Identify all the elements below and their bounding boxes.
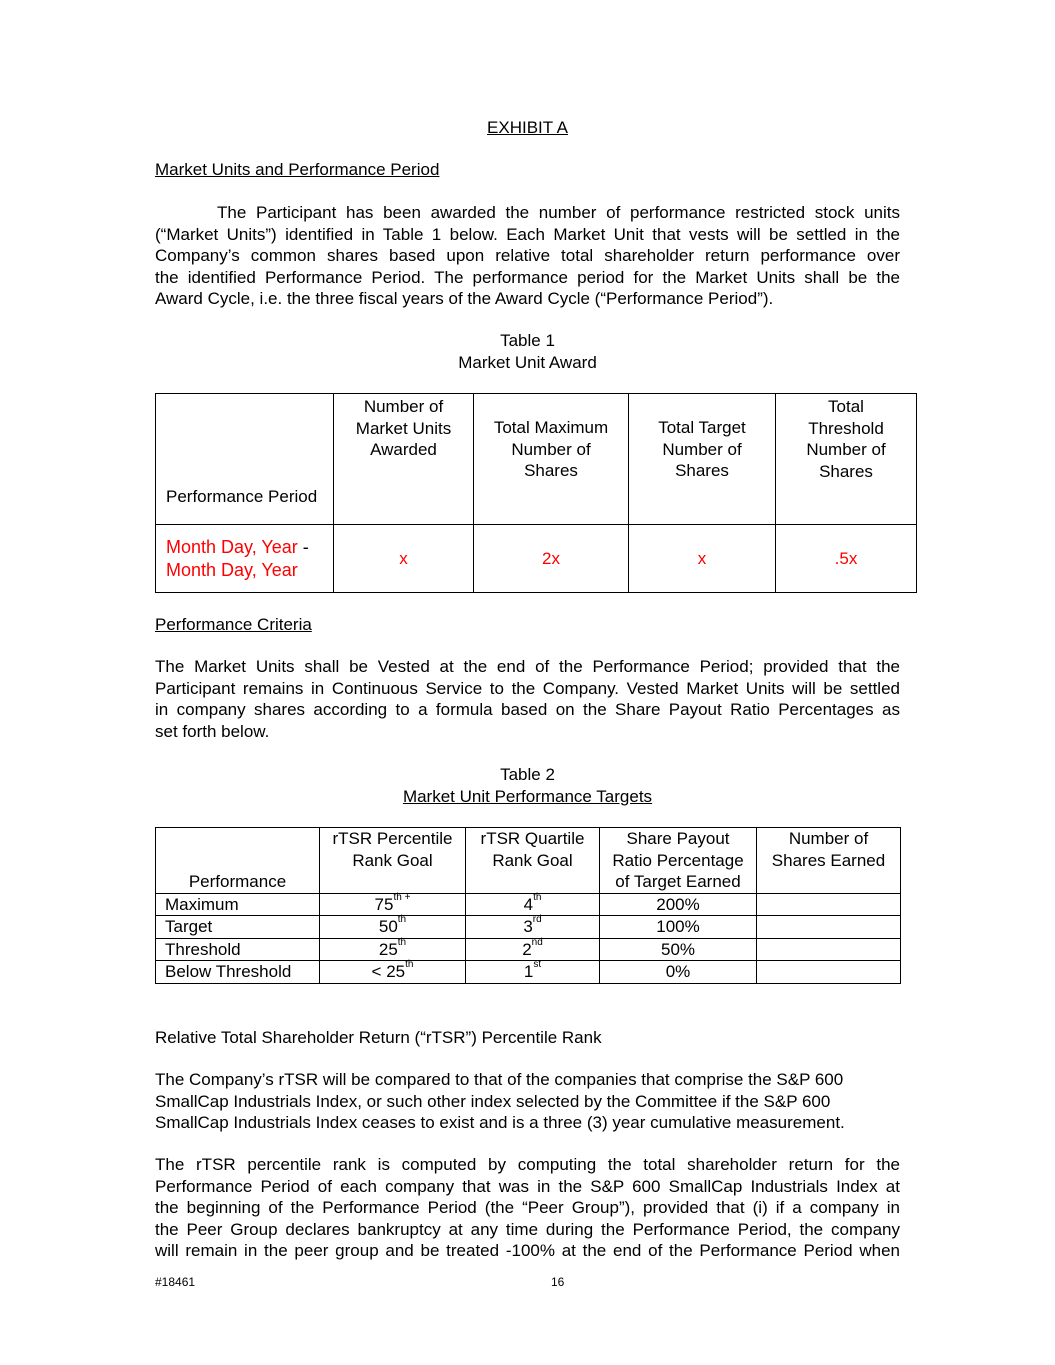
paragraph-line: The Market Units shall be Vested at the end of the Performance Period; provided that the xyxy=(155,657,900,676)
section-heading-performance-criteria: Performance Criteria xyxy=(155,615,312,634)
payout-cell: 0% xyxy=(600,961,757,984)
header-performance: Performance xyxy=(156,828,320,894)
paragraph-line: (“Market Units”) identified in Table 1 below. Each Market Unit that vests will be settled in the xyxy=(155,224,900,244)
percentile-cell: 50th xyxy=(320,916,466,939)
paragraph-line: the beginning of the Performance Period (the “Peer Group”), provided that (i) if a company in xyxy=(155,1198,900,1217)
table2-caption xyxy=(0,764,1055,807)
table1-header-row xyxy=(156,394,917,525)
paragraph-line: SmallCap Industrials Index ceases to exist and is a three (3) year cumulative measurement. xyxy=(155,1113,845,1132)
table1-caption xyxy=(0,330,1055,373)
header-quartile-rank-goal: rTSR Quartile Rank Goal xyxy=(466,828,600,894)
paragraph-line: in company shares according to a formula based on the Share Payout Ratio Percentages as xyxy=(155,700,900,719)
table-row xyxy=(156,961,901,984)
percentile-cell: < 25th xyxy=(320,961,466,984)
exhibit-title: EXHIBIT A xyxy=(487,118,568,137)
paragraph-line: Company’s common shares based upon relative total shareholder return performance over xyxy=(155,246,900,265)
paragraph-line: The Company’s rTSR will be compared to that of the companies that comprise the S&P 600 xyxy=(155,1070,844,1089)
paragraph-line: Award Cycle, i.e. the three fiscal years of the Award Cycle (“Performance Period”). xyxy=(155,289,774,308)
paragraph-line: set forth below. xyxy=(155,721,270,741)
paragraph-line: the identified Performance Period. The performance period for the Market Units shall be the xyxy=(155,267,900,287)
payout-cell: 100% xyxy=(600,916,757,939)
payout-cell: 50% xyxy=(600,938,757,961)
table1-data-row xyxy=(156,525,917,593)
paragraph-line: Performance Period of each company that was in the S&P 600 SmallCap Industrials Index at xyxy=(155,1176,900,1196)
cell-total-threshold: .5x xyxy=(776,525,917,593)
table2-caption-title: Market Unit Performance Targets xyxy=(402,786,653,806)
footer-doc-id: #18461 xyxy=(155,1275,196,1289)
paragraph-rtsr-comparison xyxy=(155,1069,900,1134)
paragraph-line: the Peer Group declares bankruptcy at any time during the Performance Period, the company xyxy=(155,1219,900,1239)
quartile-cell: 4th xyxy=(466,893,600,916)
header-units-awarded: Number of Market Units Awarded xyxy=(334,394,474,525)
quartile-cell: 2nd xyxy=(466,938,600,961)
payout-cell: 200% xyxy=(600,893,757,916)
cell-units-awarded: x xyxy=(334,525,474,593)
footer-page-number: 16 xyxy=(551,1275,565,1289)
paragraph-line: Participant remains in Continuous Service to the Company. Vested Market Units will be settled xyxy=(155,678,900,698)
table1-caption-number: Table 1 xyxy=(500,331,555,350)
paragraph-rtsr-computation xyxy=(155,1154,900,1262)
table1-caption-title: Market Unit Award xyxy=(458,352,597,372)
header-percentile-rank-goal: rTSR Percentile Rank Goal xyxy=(320,828,466,894)
section-heading-rtsr: Relative Total Shareholder Return (“rTSR”) Percentile Rank xyxy=(155,1028,602,1047)
quartile-cell: 1st xyxy=(466,961,600,984)
header-total-target: Total Target Number of Shares xyxy=(629,394,776,525)
paragraph-market-units xyxy=(155,202,900,310)
market-unit-award-table xyxy=(155,393,917,593)
shares-earned-cell xyxy=(757,938,901,961)
quartile-cell: 3rd xyxy=(466,916,600,939)
header-shares-earned: Number of Shares Earned xyxy=(757,828,901,894)
paragraph-performance-criteria xyxy=(155,656,900,742)
cell-total-maximum: 2x xyxy=(474,525,629,593)
row-label: Threshold xyxy=(156,938,320,961)
row-label: Below Threshold xyxy=(156,961,320,984)
table-row xyxy=(156,893,901,916)
paragraph-line: will remain in the peer group and be treated -100% at the end of the Performance Period when xyxy=(155,1241,900,1260)
table-row xyxy=(156,938,901,961)
section-heading-market-units: Market Units and Performance Period xyxy=(155,160,440,179)
paragraph-line: The rTSR percentile rank is computed by computing the total shareholder return for the xyxy=(155,1155,900,1174)
header-performance-period: Performance Period xyxy=(156,394,334,525)
cell-performance-period: Month Day, Year - Month Day, Year xyxy=(156,525,334,593)
header-share-payout-ratio: Share Payout Ratio Percentage of Target Earned xyxy=(600,828,757,894)
header-total-maximum: Total Maximum Number of Shares xyxy=(474,394,629,525)
cell-total-target: x xyxy=(629,525,776,593)
shares-earned-cell xyxy=(757,916,901,939)
performance-targets-table xyxy=(155,827,901,984)
table2-caption-number: Table 2 xyxy=(500,765,555,784)
shares-earned-cell xyxy=(757,961,901,984)
table-row xyxy=(156,916,901,939)
paragraph-line: The Participant has been awarded the number of performance restricted stock units xyxy=(217,203,900,222)
row-label: Target xyxy=(156,916,320,939)
paragraph-line: SmallCap Industrials Index, or such other index selected by the Committee if the S&P 600 xyxy=(155,1091,831,1111)
header-total-threshold: Total Threshold Number of Shares xyxy=(776,394,917,525)
table2-header-row xyxy=(156,828,901,894)
shares-earned-cell xyxy=(757,893,901,916)
percentile-cell: $75^{th +}$ xyxy=(320,893,466,916)
percentile-cell: 25th xyxy=(320,938,466,961)
row-label: Maximum xyxy=(156,893,320,916)
